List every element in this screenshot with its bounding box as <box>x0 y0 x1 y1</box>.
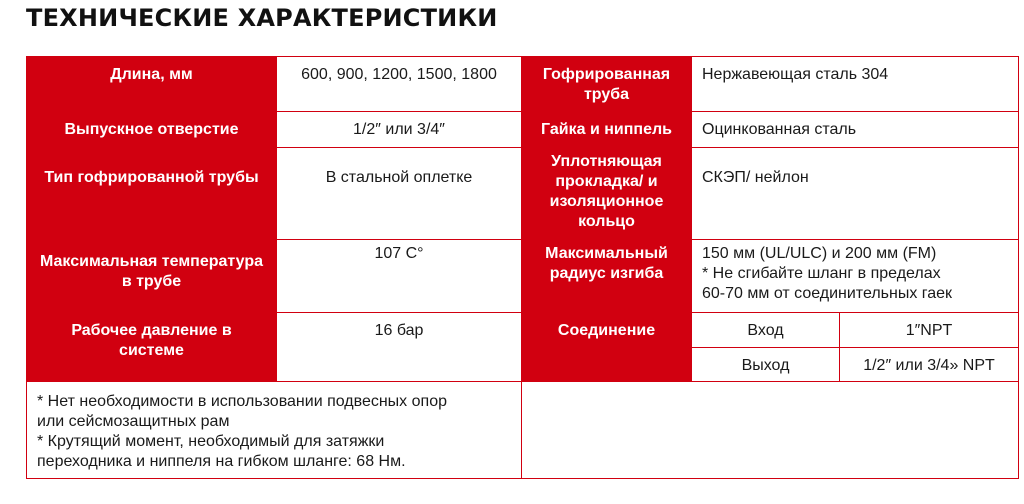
table-row <box>27 382 1019 479</box>
note-line: * Крутящий момент, необходимый для затяжки <box>37 433 385 450</box>
pipe-type-value: В стальной оплетке <box>277 148 522 240</box>
pressure-value: 16 бар <box>277 313 522 382</box>
pressure-label: Рабочее давление в системе <box>27 313 277 382</box>
table-row <box>27 240 1019 313</box>
max-temperature-label: Максимальная температура в трубе <box>27 240 277 313</box>
corrugated-pipe-label: Гофрированная труба <box>522 57 692 112</box>
note-line: переходника и ниппеля на гибком шланге: 68 Нм. <box>37 453 406 470</box>
specifications-table <box>26 56 1019 479</box>
note-line: или сейсмозащитных рам <box>37 413 230 430</box>
bend-radius-value <box>692 240 1019 313</box>
gasket-value: СКЭП/ нейлон <box>692 148 1019 240</box>
bend-radius-line: 150 мм (UL/ULC) и 200 мм (FM) <box>702 245 937 262</box>
outlet-label: Выпускное отверстие <box>27 112 277 148</box>
gasket-label: Уплотняющая прокладка/ и изоляционное кольцо <box>522 148 692 240</box>
length-label: Длина, мм <box>27 57 277 112</box>
max-temperature-value: 107 C° <box>277 240 522 313</box>
length-value: 600, 900, 1200, 1500, 1800 <box>277 57 522 112</box>
table-row <box>27 313 1019 348</box>
inlet-label: Вход <box>692 313 840 348</box>
nut-nipple-value: Оцинкованная сталь <box>692 112 1019 148</box>
inlet-value: 1″NPT <box>840 313 1019 348</box>
outlet-value: 1/2″ или 3/4″ <box>277 112 522 148</box>
corrugated-pipe-value: Нержавеющая сталь 304 <box>692 57 1019 112</box>
bend-radius-warning: * Не сгибайте шланг в пределах <box>702 265 941 282</box>
nut-nipple-label: Гайка и ниппель <box>522 112 692 148</box>
table-row <box>27 148 1019 240</box>
bend-radius-label: Максимальный радиус изгиба <box>522 240 692 313</box>
connection-label: Соединение <box>522 313 692 382</box>
note-line: * Нет необходимости в использовании подвесных опор <box>37 393 447 410</box>
bend-radius-warning-cont: 60-70 мм от соединительных гаек <box>702 285 953 302</box>
outlet-connection-label: Выход <box>692 348 840 382</box>
table-row <box>27 57 1019 112</box>
notes-cell <box>27 382 522 479</box>
empty-cell <box>522 382 1019 479</box>
outlet-connection-value: 1/2″ или 3/4» NPT <box>840 348 1019 382</box>
page-title: ТЕХНИЧЕСКИЕ ХАРАКТЕРИСТИКИ <box>26 4 498 32</box>
pipe-type-label: Тип гофрированной трубы <box>27 148 277 240</box>
table-row <box>27 112 1019 148</box>
